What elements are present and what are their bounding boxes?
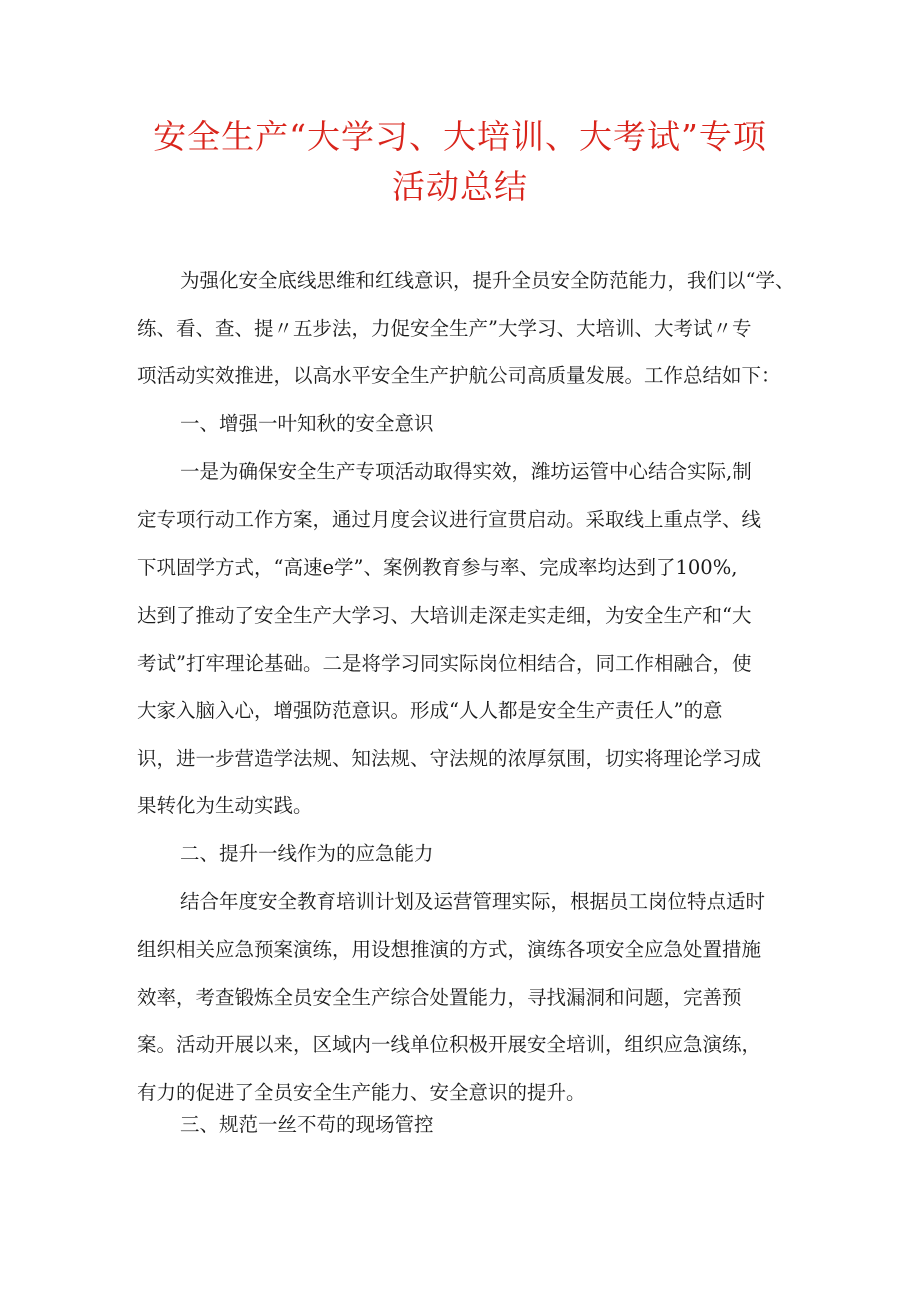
paragraph-intro-line-2: 练、看、查、提〃五步法，力促安全生产”大学习、大培训、大考试〃专 xyxy=(137,317,752,340)
paragraph-section1-line-3: 下巩固学方式，“高速e学”、案例教育参与率、完成率均达到了100%, xyxy=(137,556,738,579)
paragraph-section1-line-7: 识，进一步营造学法规、知法规、守法规的浓厚氛围，切实将理论学习成 xyxy=(137,747,762,770)
document-title-line-2: 活动总结 xyxy=(392,167,528,206)
paragraph-section2-line-3: 效率，考查锻炼全员安全生产综合处置能力，寻找漏洞和问题，完善预 xyxy=(137,986,742,1009)
paragraph-section1-line-1: 一是为确保安全生产专项活动取得实效，潍坊运管中心结合实际,制 xyxy=(180,460,752,483)
document-title-line-1: 安全生产“大学习、大培训、大考试”专项 xyxy=(153,117,767,156)
paragraph-section1-line-5: 考试”打牢理论基础。二是将学习同实际岗位相结合，同工作相融合，使 xyxy=(137,652,752,675)
paragraph-section1-line-4: 达到了推动了安全生产大学习、大培训走深走实走细，为安全生产和“大 xyxy=(137,604,752,627)
section-heading-2: 二、提升一线作为的应急能力 xyxy=(180,842,434,865)
paragraph-section1-line-2: 定专项行动工作方案，通过月度会议进行宣贯启动。采取线上重点学、线 xyxy=(137,508,762,531)
paragraph-section2-line-1: 结合年度安全教育培训计划及运营管理实际，根据员工岗位特点适时 xyxy=(180,890,766,913)
section-heading-1: 一、增强一叶知秋的安全意识 xyxy=(180,412,434,435)
paragraph-intro-line-1: 为强化安全底线思维和红线意识，提升全员安全防范能力，我们以“学、 xyxy=(180,269,795,292)
paragraph-section2-line-4: 案。活动开展以来，区域内一线单位积极开展安全培训，组织应急演练， xyxy=(137,1033,762,1056)
paragraph-section1-line-8: 果转化为生动实践。 xyxy=(137,794,313,817)
paragraph-section1-line-6: 大家入脑入心，增强防范意识。形成“人人都是安全生产责任人”的意 xyxy=(137,699,723,722)
paragraph-section2-line-5: 有力的促进了全员安全生产能力、安全意识的提升。 xyxy=(137,1081,586,1104)
section-heading-3: 三、规范一丝不苟的现场管控 xyxy=(180,1113,434,1136)
paragraph-intro-line-3: 项活动实效推进，以高水平安全生产护航公司高质量发展。工作总结如下： xyxy=(137,364,781,387)
paragraph-section2-line-2: 组织相关应急预案演练，用设想推演的方式，演练各项安全应急处置措施 xyxy=(137,938,762,961)
